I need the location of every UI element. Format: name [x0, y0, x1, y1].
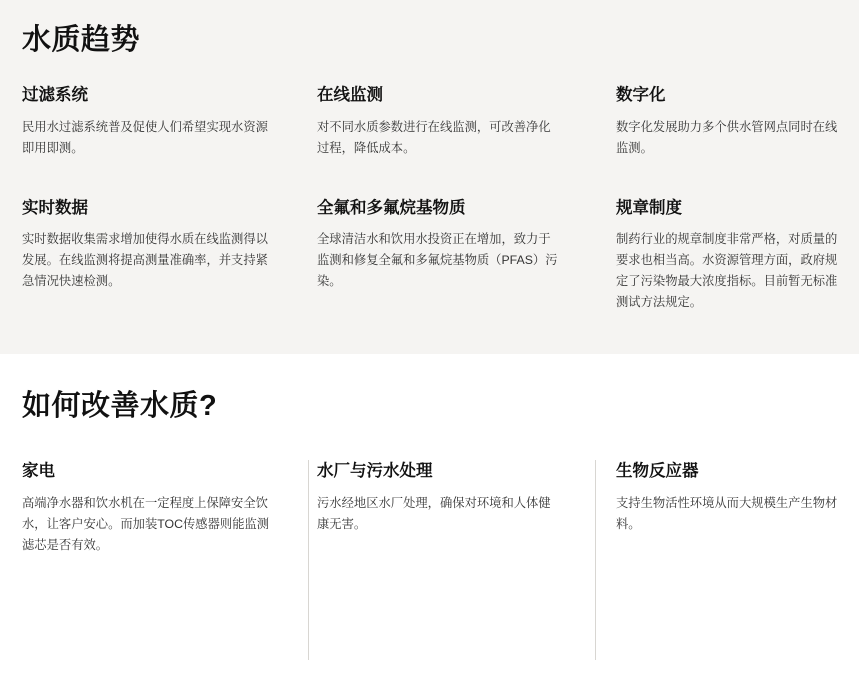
- card-body: 制药行业的规章制度非常严格，对质量的要求也相当高。水资源管理方面，政府规定了污染物最大浓度指标。目前暂无标准测试方法规定。: [616, 232, 838, 310]
- card-title: 在线监测: [317, 86, 383, 105]
- card-title: 数字化: [616, 86, 666, 105]
- column-divider: [595, 460, 596, 660]
- card-title: 规章制度: [616, 198, 682, 217]
- card-title: 实时数据: [22, 198, 88, 217]
- trends-card-filtration: [22, 84, 287, 159]
- card-body: 高端净水器和饮水机在一定程度上保障安全饮水，让客户安心。而加装TOC传感器则能监测滤芯是否有效。: [22, 495, 270, 552]
- card-title: 生物反应器: [616, 462, 699, 481]
- trends-card-digitalization: [596, 84, 859, 159]
- trends-card-regulations: [596, 159, 859, 314]
- card-title: 过滤系统: [22, 86, 88, 105]
- card-body: 对不同水质参数进行在线监测，可改善净化过程，降低成本。: [317, 119, 551, 155]
- trends-heading: 水质趋势: [22, 24, 141, 56]
- card-body: 民用水过滤系统普及促使人们希望实现水资源即用即测。: [22, 119, 268, 155]
- trends-card-realtime-data: [22, 159, 287, 314]
- card-body: 支持生物活性环境从而大规模生产生物材料。: [616, 495, 838, 531]
- card-body: 实时数据收集需求增加使得水质在线监测得以发展。在线监测将提高测量准确率，并支持紧急情况快速检测。: [22, 232, 268, 289]
- card-title: 水厂与污水处理: [317, 462, 433, 481]
- column-divider: [308, 460, 309, 660]
- improve-card-bioreactor: [596, 460, 859, 556]
- card-title: 家电: [22, 462, 55, 481]
- trends-grid: [22, 84, 837, 313]
- trends-card-pfas: [309, 159, 574, 314]
- card-title: 全氟和多氟烷基物质: [317, 198, 466, 217]
- card-body: 数字化发展助力多个供水管网点同时在线监测。: [616, 119, 838, 155]
- trends-card-online-monitoring: [309, 84, 574, 159]
- card-body: 全球清洁水和饮用水投资正在增加，致力于监测和修复全氟和多氟烷基物质（PFAS）污染。: [317, 232, 558, 289]
- improve-card-appliances: [22, 460, 287, 556]
- card-body: 污水经地区水厂处理，确保对环境和人体健康无害。: [317, 495, 551, 531]
- section-how-to-improve: [0, 354, 859, 676]
- improve-heading: 如何改善水质?: [22, 390, 218, 422]
- improve-card-water-plant: [309, 460, 574, 556]
- improve-grid: [22, 460, 837, 556]
